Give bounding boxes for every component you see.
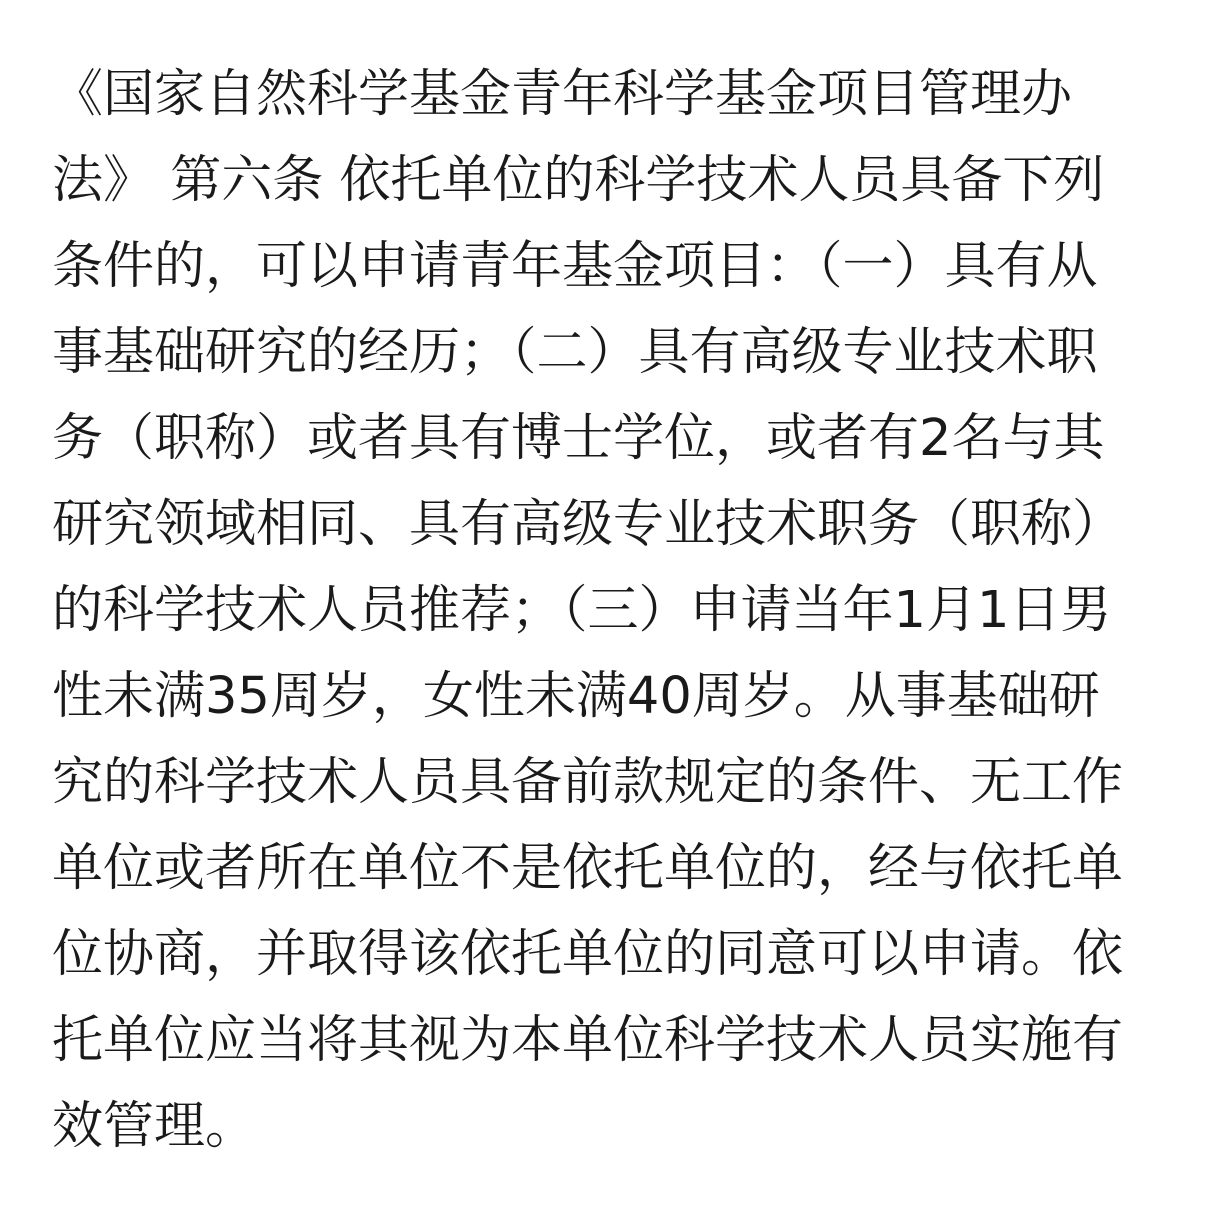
regulation-text: [52, 52, 1172, 1170]
text-line: 《国家自然科学基金青年科学基金项目管理办: [52, 65, 1073, 124]
text-line: 法》 第六条 依托单位的科学技术人员具备下列: [52, 151, 1105, 210]
text-line: 研究领域相同、具有高级专业技术职务（职称）: [52, 495, 1124, 554]
text-line: 单位或者所在单位不是依托单位的，经与依托单: [52, 839, 1124, 898]
text-line: 效管理。: [52, 1097, 257, 1156]
text-line: 究的科学技术人员具备前款规定的条件、无工作: [52, 753, 1124, 812]
text-line: 务（职称）或者具有博士学位，或者有2名与其: [52, 409, 1105, 468]
text-line: 条件的，可以申请青年基金项目：（一）具有从: [52, 237, 1098, 296]
text-line: 事基础研究的经历；（二）具有高级专业技术职: [52, 323, 1098, 382]
text-line: 托单位应当将其视为本单位科学技术人员实施有: [52, 1011, 1124, 1070]
text-line: 的科学技术人员推荐；（三）申请当年1月1日男: [52, 581, 1112, 640]
text-line: 性未满35周岁，女性未满40周岁。从事基础研: [52, 667, 1100, 726]
text-line: 位协商，并取得该依托单位的同意可以申请。依: [52, 925, 1124, 984]
